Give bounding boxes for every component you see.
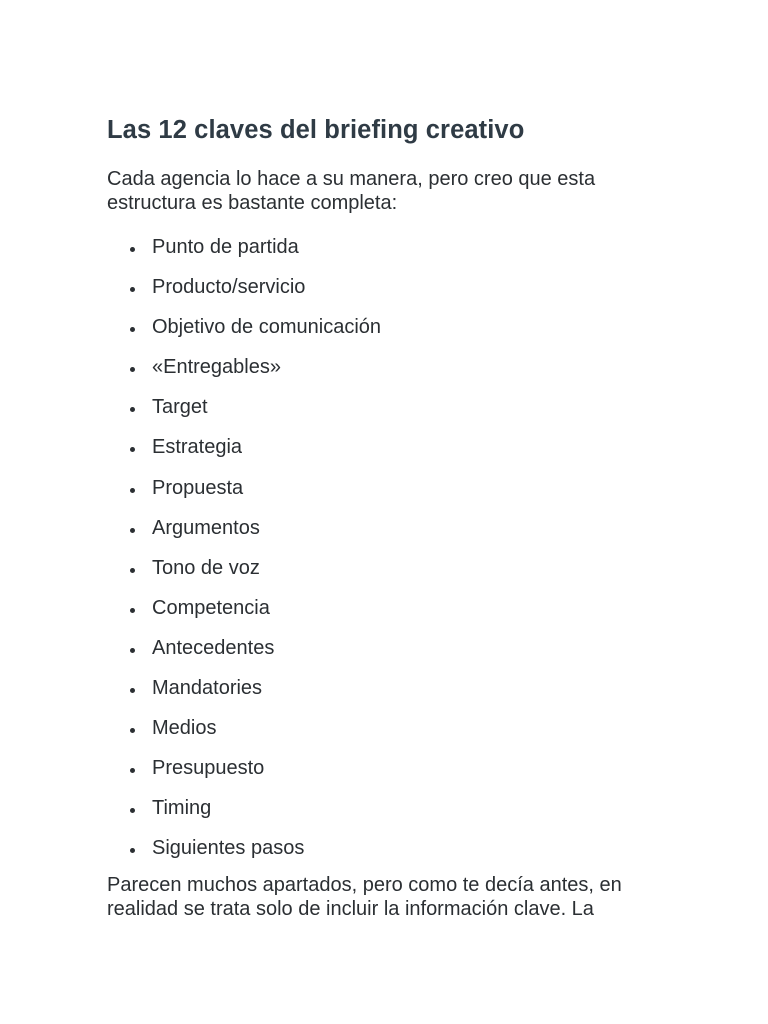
list-item-label: Estrategia	[152, 436, 243, 459]
list-item	[107, 714, 667, 754]
list-item	[107, 433, 667, 473]
article	[107, 113, 667, 921]
list-item	[107, 554, 667, 594]
bullet-icon	[130, 648, 135, 653]
bullet-icon	[130, 568, 135, 573]
list-item-label: Siguientes pasos	[152, 837, 305, 860]
list-item	[107, 353, 667, 393]
bullet-icon	[130, 367, 135, 372]
list-item-label: Medios	[152, 717, 217, 740]
briefing-keys-list	[107, 233, 667, 875]
bullet-icon	[130, 488, 135, 493]
bullet-icon	[130, 688, 135, 693]
list-item	[107, 233, 667, 273]
list-item-label: Propuesta	[152, 476, 244, 499]
list-item	[107, 313, 667, 353]
list-item-label: Target	[152, 396, 208, 419]
bullet-icon	[130, 447, 135, 452]
list-item-label: Objetivo de comunicación	[152, 316, 382, 339]
list-item	[107, 834, 667, 874]
list-item-label: Tono de voz	[152, 556, 260, 579]
list-item	[107, 594, 667, 634]
list-item	[107, 754, 667, 794]
bullet-icon	[130, 327, 135, 332]
list-item	[107, 393, 667, 433]
list-item	[107, 474, 667, 514]
list-item-label: Antecedentes	[152, 636, 275, 659]
bullet-icon	[130, 808, 135, 813]
list-item	[107, 634, 667, 674]
list-item-label: Competencia	[152, 596, 270, 619]
list-item-label: Punto de partida	[152, 236, 299, 258]
intro-paragraph: Cada agencia lo hace a su manera, pero creo que esta estructura es bastante completa:	[107, 168, 596, 214]
list-item	[107, 273, 667, 313]
list-item	[107, 674, 667, 714]
list-item-label: «Entregables»	[152, 356, 281, 379]
list-item-label: Presupuesto	[152, 757, 265, 780]
list-item-label: Timing	[152, 797, 212, 820]
bullet-icon	[130, 768, 135, 773]
list-item	[107, 794, 667, 834]
bullet-icon	[130, 407, 135, 412]
bullet-icon	[130, 848, 135, 853]
bullet-icon	[130, 728, 135, 733]
bullet-icon	[130, 287, 135, 292]
list-item-label: Producto/servicio	[152, 276, 306, 299]
bullet-icon	[130, 247, 135, 252]
list-item-label: Argumentos	[152, 516, 260, 539]
bullet-icon	[130, 528, 135, 533]
bullet-icon	[130, 608, 135, 613]
list-item	[107, 514, 667, 554]
article-title: Las 12 claves del briefing creativo	[107, 116, 525, 144]
list-item-label: Mandatories	[152, 677, 263, 700]
outro-paragraph: Parecen muchos apartados, pero como te decía antes, en realidad se trata solo de incluir la información clave. La	[107, 873, 622, 920]
